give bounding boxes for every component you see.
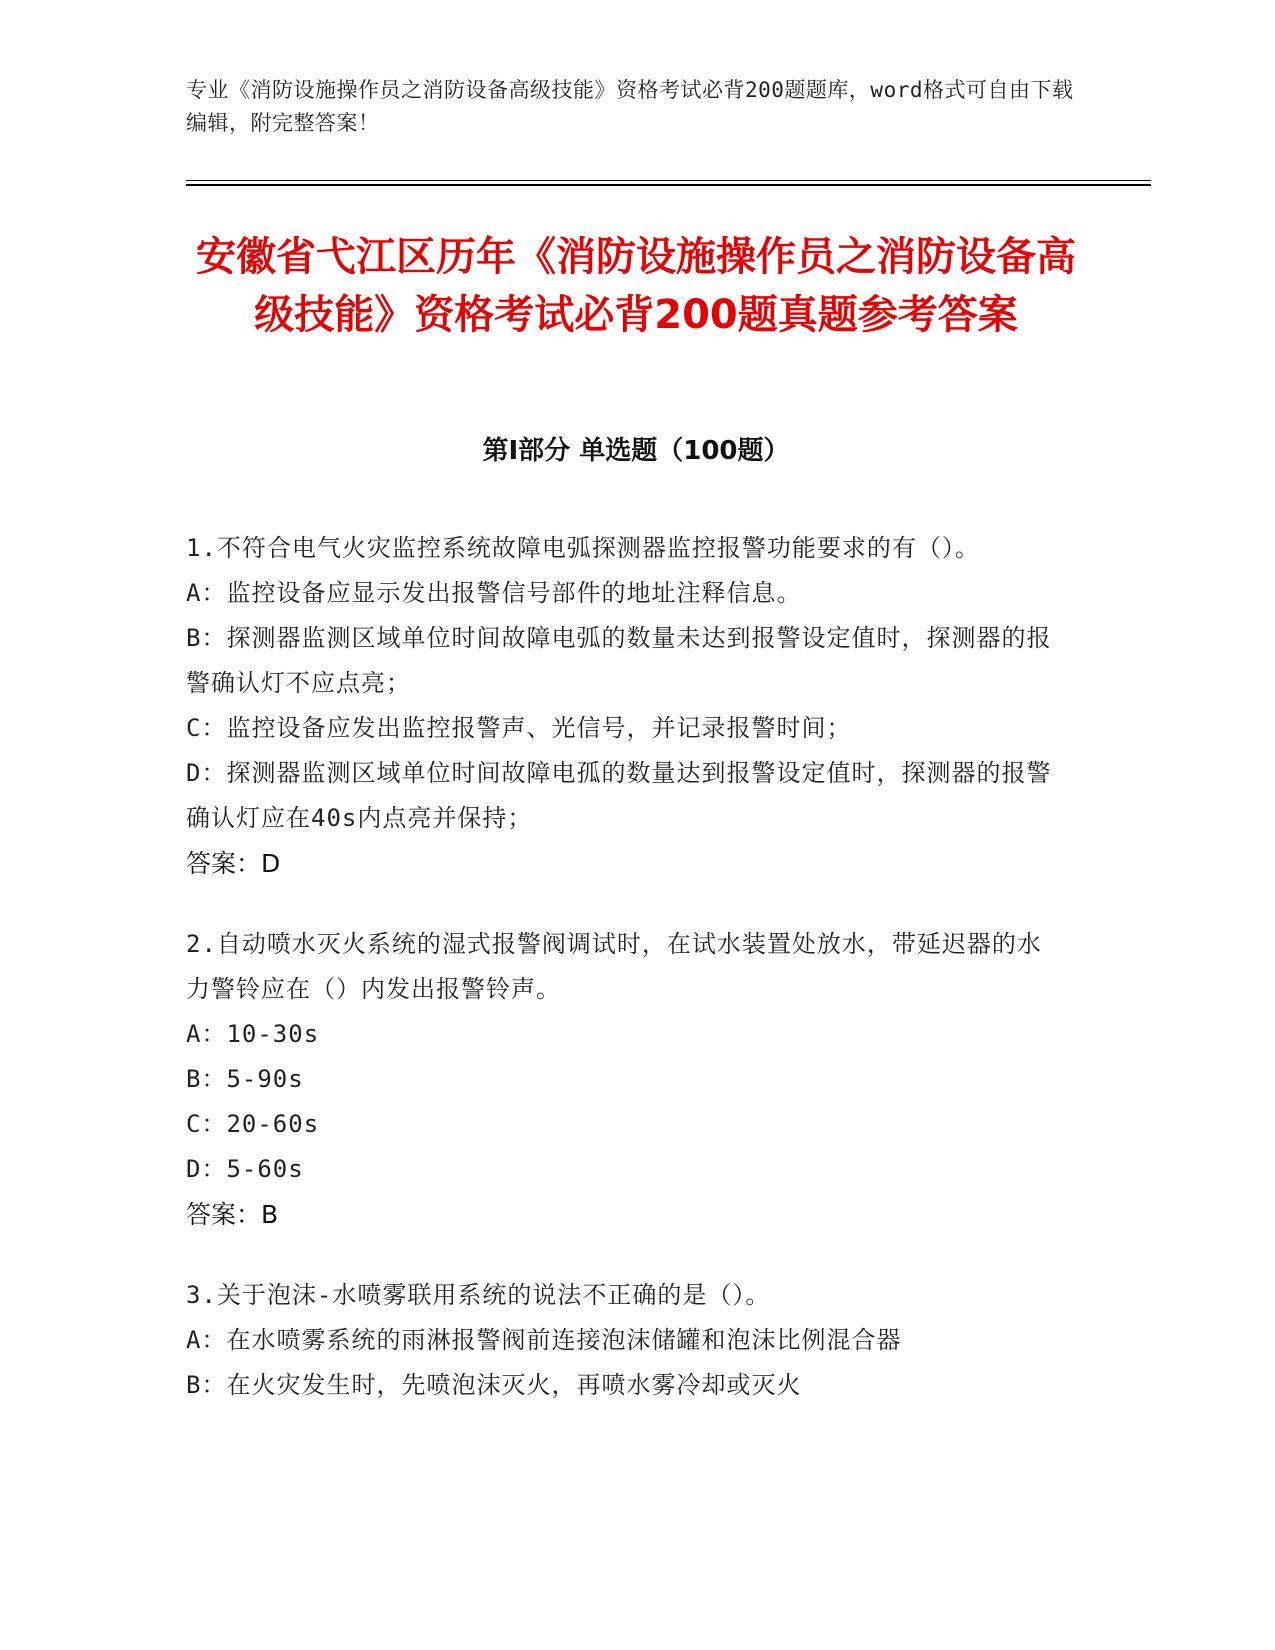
option-a: A：在水喷雾系统的雨淋报警阀前连接泡沫储罐和泡沫比例混合器 [186,1326,902,1354]
option-d: D：5-60s [186,1155,304,1183]
document-title: 安徽省弋江区历年《消防设施操作员之消防设备高级技能》资格考试必背200题真题参考答案 [196,234,1076,338]
option-a: A：10-30s [186,1020,320,1048]
question-2 [186,922,1066,1237]
option-b: B：探测器监测区域单位时间故障电弧的数量未达到报警设定值时，探测器的报警确认灯不应点亮； [186,624,1052,697]
answer-line [186,1192,1066,1237]
answer-value: D [261,849,281,878]
answer-prefix: 答案： [186,849,262,878]
question-stem: 1.不符合电气火灾监控系统故障电弧探测器监控报警功能要求的有（）。 [186,534,980,562]
question-stem: 3.关于泡沫-水喷雾联用系统的说法不正确的是（）。 [186,1281,771,1309]
header-divider-thin [186,180,1151,181]
answer-line [186,841,1066,886]
option-c: C：20-60s [186,1110,320,1138]
header-note: 专业《消防设施操作员之消防设备高级技能》资格考试必背200题题库，word格式可自由下载编辑，附完整答案！ [186,78,1074,135]
section-heading: 第I部分 单选题（100题） [482,436,790,466]
option-a: A：监控设备应显示发出报警信号部件的地址注释信息。 [186,579,802,607]
question-stem: 2.自动喷水灭火系统的湿式报警阀调试时，在试水装置处放水，带延迟器的水力警铃应在（）内发出报警铃声。 [186,930,1042,1003]
option-b: B：5-90s [186,1065,304,1093]
option-b: B：在火灾发生时，先喷泡沫灭火，再喷水雾冷却或灭火 [186,1371,802,1399]
answer-prefix: 答案： [186,1200,262,1229]
header-divider-thick [186,184,1151,186]
answer-value: B [261,1200,279,1229]
option-d: D：探测器监测区域单位时间故障电孤的数量达到报警设定值时，探测器的报警确认灯应在40s内点亮并保持； [186,759,1052,832]
question-1 [186,526,1066,886]
question-list [186,526,1066,1444]
question-3 [186,1273,1066,1408]
option-c: C：监控设备应发出监控报警声、光信号，并记录报警时间； [186,714,852,742]
